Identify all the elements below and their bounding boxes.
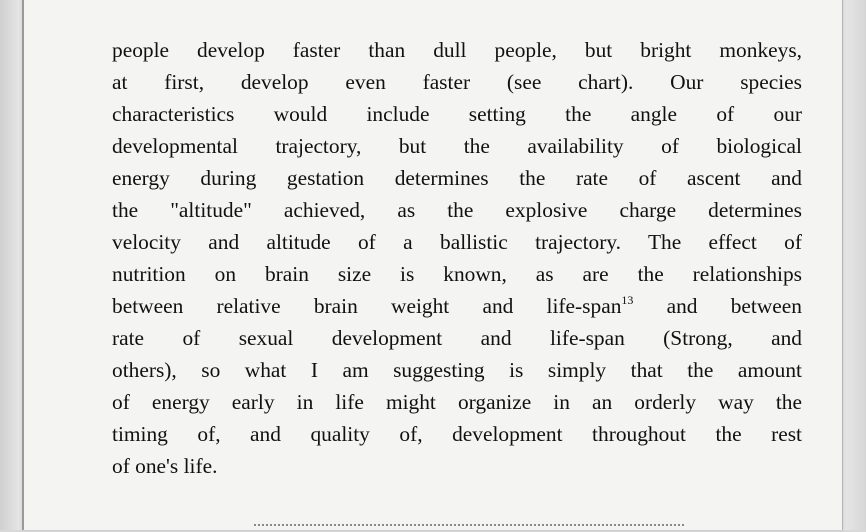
text-line: of energy early in life might organize in an orderly way the <box>112 390 802 414</box>
text-line: velocity and altitude of a ballistic trajectory. The effect of <box>112 230 802 254</box>
text-line: of one's life. <box>112 454 218 478</box>
text-line: timing of, and quality of, development throughout the rest <box>112 422 802 446</box>
body-paragraph <box>112 34 802 482</box>
text-segment: between relative brain weight and life-span <box>112 294 622 318</box>
document-page <box>22 0 843 530</box>
text-line: others), so what I am suggesting is simply that the amount <box>112 358 802 382</box>
text-line: energy during gestation determines the rate of ascent and <box>112 166 802 190</box>
text-line: rate of sexual development and life-span (Strong, and <box>112 326 802 350</box>
text-line: the "altitude" achieved, as the explosive charge determines <box>112 198 802 222</box>
text-segment: and between <box>633 294 802 318</box>
footnote-marker[interactable]: 13 <box>621 293 634 307</box>
text-line: people develop faster than dull people, but bright monkeys, <box>112 38 802 62</box>
text-line: at first, develop even faster (see chart). Our species <box>112 70 802 94</box>
text-line-with-footnote <box>112 290 802 322</box>
text-line: characteristics would include setting the angle of our <box>112 102 802 126</box>
text-line: developmental trajectory, but the availability of biological <box>112 134 802 158</box>
text-line: nutrition on brain size is known, as are the relationships <box>112 262 802 286</box>
